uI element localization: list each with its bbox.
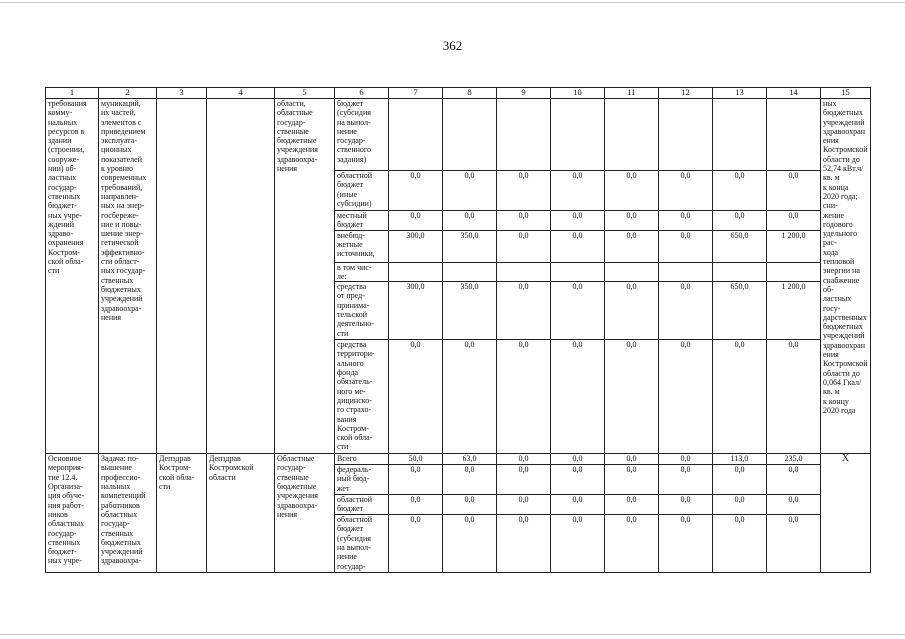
amount-cell: 0,0 [767,340,821,454]
amount-cell: 300,0 [389,282,443,340]
executor-cell [207,99,275,454]
header-cell: 12 [659,88,713,99]
funding-source-cell: внебюд- жетные источники, [335,230,389,262]
funding-source-cell: средства от пред- принима- тельской деятельно- сти [335,282,389,340]
header-cell: 9 [497,88,551,99]
amount-cell: 235,0 [767,454,821,465]
amount-cell: 0,0 [713,340,767,454]
amount-cell: 0,0 [497,515,551,573]
amount-cell: 0,0 [605,230,659,262]
header-row [46,88,871,99]
amount-cell: 0,0 [497,340,551,454]
amount-cell: 0,0 [767,171,821,211]
amount-cell [389,99,443,171]
header-cell: 13 [713,88,767,99]
amount-cell: 350,0 [443,230,497,262]
amount-cell: 0,0 [389,340,443,454]
amount-cell: 0,0 [551,454,605,465]
amount-cell [551,99,605,171]
header-cell: 6 [335,88,389,99]
amount-cell [497,99,551,171]
expected-result-cell: ных бюджетных учреждений здравоохранения Костромской области до 52,74 кВт.ч/кв. м к конца 2020 года; сни- жение годового удельного рас- хода тепловой энергии на снабжение об- ластных госу- дарственных бюджетных учреждений здравоохранения Костромской области до 0,064 Гкал/кв. м к концу 2020 года [821,99,871,454]
amount-cell: 0,0 [605,211,659,231]
funding-source-cell: Всего [335,454,389,465]
amount-cell: 0,0 [605,171,659,211]
amount-cell: 0,0 [767,515,821,573]
amount-cell: 0,0 [605,515,659,573]
expected-result-cell: X [821,454,871,573]
header-cell: 3 [157,88,207,99]
scan-edge-top [0,2,905,3]
amount-cell: 0,0 [659,340,713,454]
participants-cell: Областные государ- ственные бюджетные учреждения здравоохра- нения [275,454,335,573]
table-row [46,454,871,465]
amount-cell: 0,0 [551,171,605,211]
amount-cell: 0,0 [497,230,551,262]
amount-cell: 0,0 [497,495,551,515]
amount-cell: 0,0 [659,454,713,465]
amount-cell: 650,0 [713,230,767,262]
amount-cell: 0,0 [443,495,497,515]
amount-cell: 0,0 [659,211,713,231]
amount-cell: 0,0 [713,465,767,495]
coordinator-cell: Депздрав Костром- ской обла- сти [157,454,207,573]
amount-cell [659,99,713,171]
amount-cell: 0,0 [713,171,767,211]
amount-cell [497,262,551,282]
amount-cell: 0,0 [389,171,443,211]
funding-source-cell: средства территори- ального фонда обязатель- ного ме- дицинско- го страхо- вания Костром- ской обла- сти [335,340,389,454]
amount-cell: 0,0 [551,230,605,262]
executor-cell: Депздрав Костромской области [207,454,275,573]
amount-cell: 0,0 [659,171,713,211]
coordinator-cell [157,99,207,454]
page-number: 362 [442,38,463,53]
activity-name-cell: требования комму- нальных ресурсов в здании (строении, сооруже- нии) об- ластных государ- ственных бюджет- ных учре- ждений здраво- охранения Костром- ской обла- сти [46,99,99,454]
amount-cell: 0,0 [551,495,605,515]
amount-cell [713,99,767,171]
activity-name-cell: Основное мероприя- тие 12.4. Организа- ция обуче- ния работ- ников областных государ- ственных бюджет- ных учре- [46,454,99,573]
amount-cell: 1 200,0 [767,230,821,262]
header-cell: 1 [46,88,99,99]
amount-cell [659,262,713,282]
funding-source-cell: областной бюджет (субсидия на выпол- нение государ- [335,515,389,573]
amount-cell: 0,0 [713,515,767,573]
amount-cell: 0,0 [713,211,767,231]
amount-cell [551,262,605,282]
amount-cell [443,262,497,282]
amount-cell: 0,0 [443,340,497,454]
amount-cell: 350,0 [443,282,497,340]
amount-cell: 0,0 [443,515,497,573]
amount-cell [605,99,659,171]
amount-cell: 0,0 [713,495,767,515]
amount-cell: 0,0 [605,465,659,495]
participants-cell: области, областные государ- ственные бюджетные учреждения здравоохра- нения [275,99,335,454]
amount-cell: 0,0 [443,211,497,231]
amount-cell [767,99,821,171]
scan-edge-bottom [0,634,905,635]
amount-cell: 0,0 [497,171,551,211]
funding-source-cell: в том чис- ле: [335,262,389,282]
amount-cell: 63,0 [443,454,497,465]
amount-cell: 0,0 [497,211,551,231]
amount-cell: 0,0 [659,282,713,340]
funding-source-cell: федераль- ный бюд- жет [335,465,389,495]
header-cell: 5 [275,88,335,99]
task-cell: Задача: по- вышение профессио- нальных компетенций работников областных государ- ственных бюджетных учреждений здравоохра- [99,454,157,573]
amount-cell: 0,0 [767,211,821,231]
amount-cell [605,262,659,282]
amount-cell: 0,0 [443,171,497,211]
amount-cell: 0,0 [605,282,659,340]
header-cell: 4 [207,88,275,99]
amount-cell: 0,0 [497,454,551,465]
header-cell: 7 [389,88,443,99]
amount-cell: 0,0 [551,282,605,340]
amount-cell: 0,0 [389,465,443,495]
amount-cell: 0,0 [497,465,551,495]
amount-cell: 0,0 [605,340,659,454]
amount-cell: 0,0 [551,340,605,454]
header-cell: 15 [821,88,871,99]
amount-cell: 1 200,0 [767,282,821,340]
amount-cell: 0,0 [767,495,821,515]
table-row [46,99,871,171]
funding-source-cell: местный бюджет [335,211,389,231]
amount-cell: 0,0 [659,230,713,262]
funding-source-cell: областной бюджет [335,495,389,515]
amount-cell: 0,0 [443,465,497,495]
amount-cell: 0,0 [659,515,713,573]
amount-cell: 0,0 [767,465,821,495]
amount-cell: 0,0 [389,495,443,515]
header-cell: 8 [443,88,497,99]
amount-cell [713,262,767,282]
amount-cell: 0,0 [389,211,443,231]
budget-table [45,87,871,573]
amount-cell: 0,0 [497,282,551,340]
amount-cell: 0,0 [551,211,605,231]
amount-cell: 300,0 [389,230,443,262]
amount-cell: 0,0 [659,465,713,495]
header-cell: 2 [99,88,157,99]
amount-cell: 650,0 [713,282,767,340]
amount-cell: 113,0 [713,454,767,465]
amount-cell: 0,0 [605,454,659,465]
funding-source-cell: бюджет (субсидия на выпол- нение государ- ственного задания) [335,99,389,171]
amount-cell [389,262,443,282]
header-cell: 11 [605,88,659,99]
funding-source-cell: областной бюджет (иные субсидии) [335,171,389,211]
amount-cell: 0,0 [551,515,605,573]
amount-cell: 0,0 [659,495,713,515]
amount-cell: 0,0 [605,495,659,515]
amount-cell [767,262,821,282]
amount-cell [443,99,497,171]
header-cell: 10 [551,88,605,99]
amount-cell: 0,0 [389,515,443,573]
amount-cell: 50,0 [389,454,443,465]
task-cell: муникаций, их частей, элементов с приведением эксплуата- ционных показателей к уровню современных требований, направлен- ных на энер- госбереже- ние и повы- шение энер- гетической эффективно- сти област- ных государ- ственных бюджетных учреждений здравоохра- нения [99,99,157,454]
amount-cell: 0,0 [551,465,605,495]
header-cell: 14 [767,88,821,99]
